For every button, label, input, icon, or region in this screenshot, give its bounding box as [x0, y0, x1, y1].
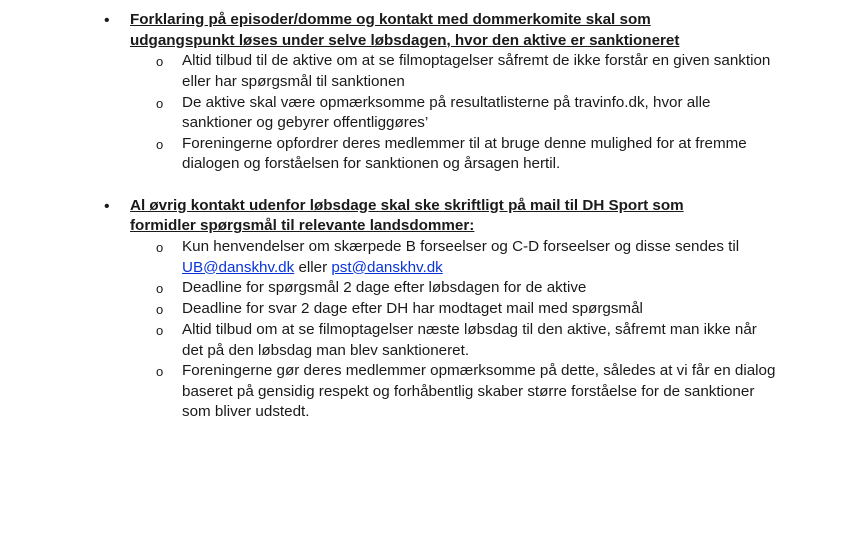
- list-item-text: Deadline for svar 2 dage efter DH har modtaget mail med spørgsmål: [182, 300, 643, 318]
- sub-list-2: [130, 237, 776, 423]
- bullet-section-1: [0, 10, 771, 175]
- list-item-text: Deadline for spørgsmål 2 dage efter løbsdagen for de aktive: [182, 279, 587, 297]
- list-item-text: Altid tilbud til de aktive om at se filmoptagelser såfremt de ikke forstår en given sanktion eller har spørgsmål til sanktionen: [182, 52, 771, 90]
- document-page: [0, 10, 849, 423]
- circle-bullet-icon: o: [156, 302, 164, 318]
- list-item-text: eller: [294, 258, 332, 276]
- list-item-text: Altid tilbud om at se filmoptagelser næste løbsdag til den aktive, såfremt man ikke når det på den løbsdag man blev sanktioneret.: [182, 321, 757, 359]
- section-heading-2: Al øvrig kontakt udenfor løbsdage skal ske skriftligt på mail til DH Sport som formidler spørgsmål til relevante landsdommer:: [130, 196, 684, 235]
- list-item: [156, 320, 777, 361]
- circle-bullet-icon: o: [156, 54, 164, 70]
- circle-bullet-icon: o: [156, 281, 164, 297]
- list-item: [156, 299, 777, 320]
- circle-bullet-icon: o: [156, 364, 164, 380]
- circle-bullet-icon: o: [156, 323, 164, 339]
- list-item: [156, 237, 777, 278]
- list-item-text: Foreningerne opfordrer deres medlemmer til at bruge denne mulighed for at fremme dialogen og forståelsen for sanktionen og årsagen hertil.: [182, 134, 747, 173]
- sub-list-1: [130, 51, 771, 175]
- list-item: [156, 51, 777, 92]
- bullet-marker: •: [104, 12, 110, 29]
- bullet-marker: •: [104, 197, 110, 215]
- email-link-ub[interactable]: UB@danskhv.dk: [182, 258, 295, 276]
- list-item-text: Kun henvendelser om skærpede B forseelser og C-D forseelser og disse sendes til: [182, 238, 740, 256]
- section-heading-1: Forklaring på episoder/domme og kontakt med dommerkomite skal som udgangspunkt løses under selve løbsdagen, hvor den aktive er sanktioneret: [130, 11, 680, 49]
- circle-bullet-icon: o: [156, 136, 164, 152]
- circle-bullet-icon: o: [156, 240, 164, 256]
- list-item-text: De aktive skal være opmærksomme på resultatlisterne på travinfo.dk, hvor alle sanktioner og gebyrer offentliggøres’: [182, 93, 711, 132]
- section-spacer: [0, 175, 849, 196]
- list-item: [156, 134, 777, 175]
- list-item: [156, 278, 777, 299]
- circle-bullet-icon: o: [156, 95, 164, 111]
- list-item: [156, 361, 777, 423]
- list-item-text: Foreningerne gør deres medlemmer opmærksomme på dette, således at vi får en dialog baseret på gensidig respekt og forhåbentlig skaber større forståelse for de sanktioner som bliver udstedt.: [182, 362, 776, 421]
- list-item: [156, 93, 777, 134]
- email-link-pst[interactable]: pst@danskhv.dk: [331, 258, 443, 276]
- bullet-section-2: [0, 196, 776, 423]
